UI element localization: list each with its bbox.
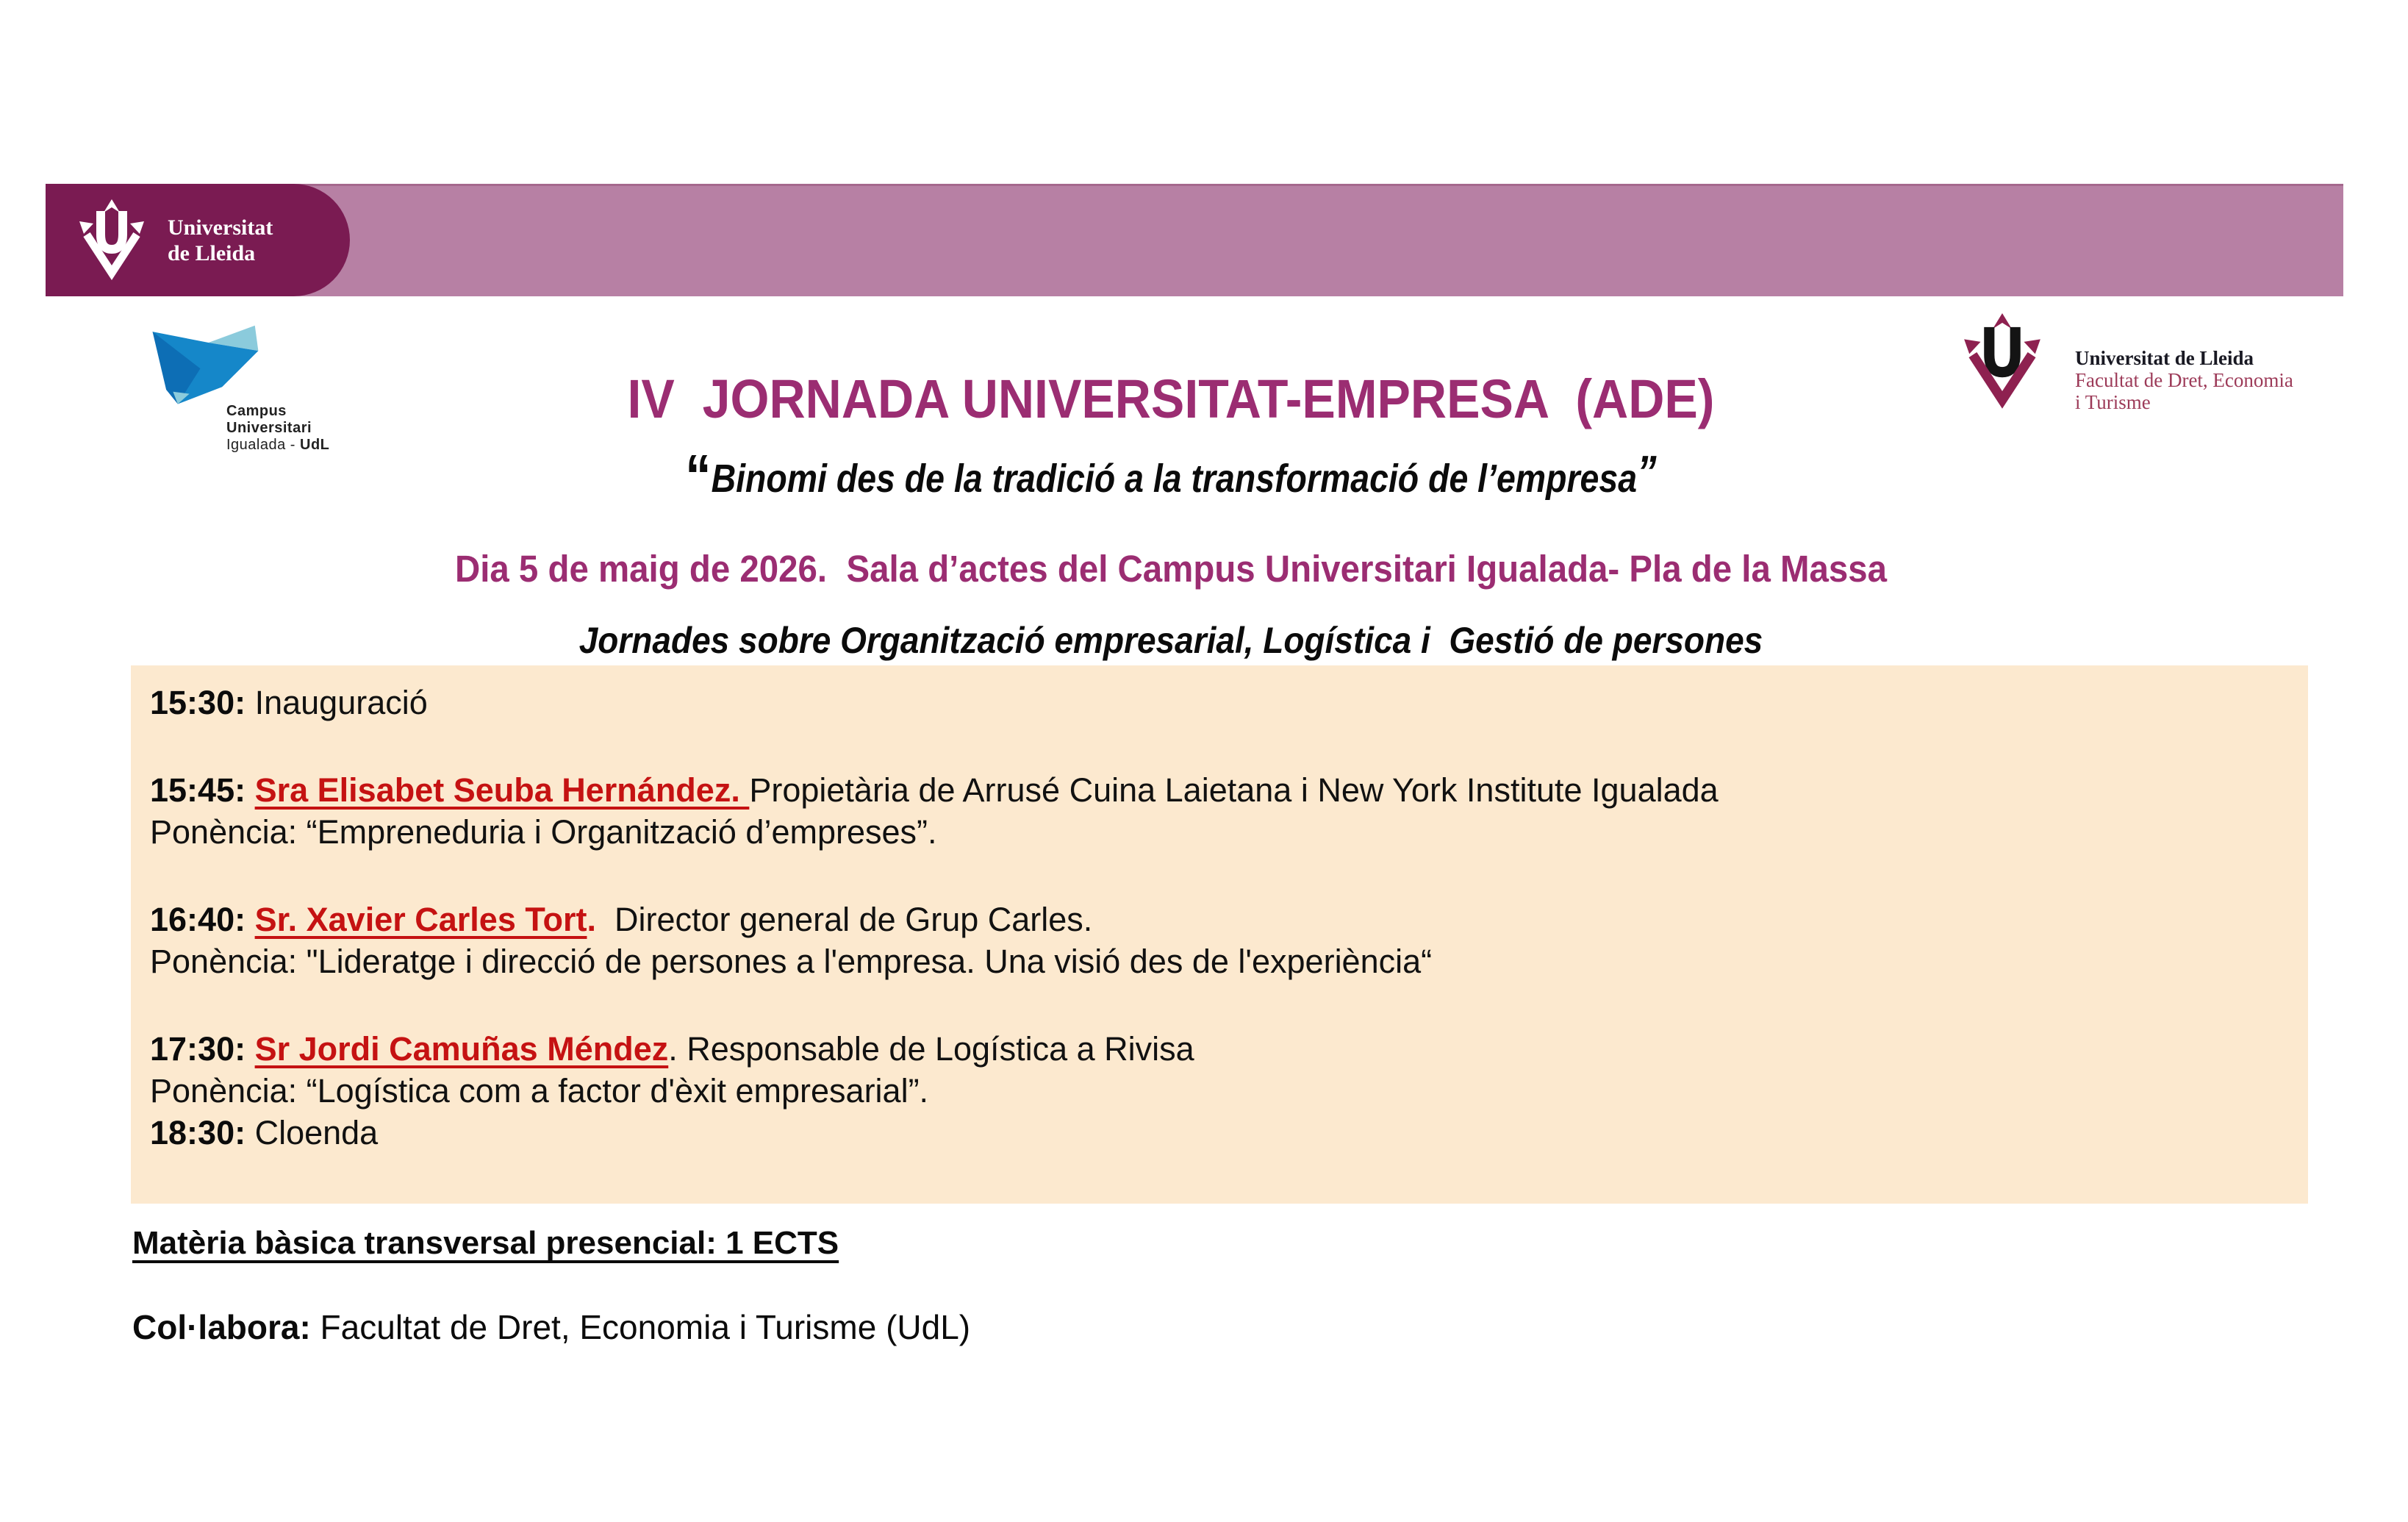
close-quote: ” [1637,447,1657,498]
page-title: IV JORNADA UNIVERSITAT-EMPRESA (ADE) [627,368,1715,429]
campus-logo-line1: Campus [226,403,287,419]
campus-logo-line3-plain: Igualada - [226,437,301,453]
facultat-logo-line3: i Turisme [2075,391,2151,413]
udl-banner-logo-text [168,215,273,266]
schedule-item-1545 [150,769,2286,853]
campus-logo-line2: Universitari [226,420,312,436]
speaker-name: Sr Jordi Camuñas Méndez [254,1030,669,1068]
speaker-period: . [587,901,596,938]
topic-line: Jornades sobre Organització empresarial, Logística i Gestió de persones [578,620,1763,661]
subtitle-quote-text: Binomi des de la tradició a la transformació de l’empresa [711,457,1638,501]
speaker-name: Sr. Xavier Carles Tort [254,901,587,938]
schedule-item-1530 [150,682,2286,724]
facultat-logo [1952,313,2293,413]
banner-logo-line2: de Lleida [168,240,256,265]
open-quote: “ [685,443,712,510]
schedule-box [131,665,2308,1204]
talk-title: Ponència: “Empreneduria i Organització d’empreses”. [150,813,937,851]
udl-emblem-icon [75,199,148,282]
schedule-item-1730 [150,1028,2286,1112]
schedule-time: 17:30: [150,1030,255,1068]
schedule-text: Inauguració [246,684,428,721]
schedule-time: 15:45: [150,771,255,809]
speaker-role: Propietària de Arrusé Cuina Laietana i New York Institute Igualada [749,771,1719,809]
ects-line: Matèria bàsica transversal presencial: 1 ECTS [132,1225,839,1261]
speaker-role: . Responsable de Logística a Rivisa [668,1030,1194,1068]
date-location-line: Dia 5 de maig de 2026. Sala d’actes del Campus Universitari Igualada- Pla de la Massa [454,548,1888,590]
schedule-item-header [150,769,2286,811]
banner-logo-line1: Universitat [168,215,273,240]
schedule-item-1830 [150,1112,2286,1154]
speaker-name: Sra Elisabet Seuba Hernández. [254,771,750,809]
schedule-item-header [150,1028,2286,1070]
collabora-text: Facultat de Dret, Economia i Turisme (UdL) [310,1308,971,1346]
schedule-time: 18:30: [150,1114,246,1151]
schedule-time: 15:30: [150,684,246,721]
schedule-time: 16:40: [150,901,255,938]
talk-title: Ponència: “Logística com a factor d'èxit empresarial”. [150,1072,929,1110]
facultat-logo-line2: Facultat de Dret, Economia [2075,369,2293,391]
schedule-text: Cloenda [246,1114,379,1151]
facultat-logo-line1: Universitat de Lleida [2075,347,2254,369]
header-banner [46,184,2343,296]
facultat-logo-text [2075,347,2293,413]
speaker-role: Director general de Grup Carles. [596,901,1093,938]
schedule-item-header [150,898,2286,940]
collabora-label: Col·labora: [132,1308,311,1346]
campus-logo-line3-bold: UdL [300,437,330,453]
udl-shield-icon [1952,313,2053,410]
collabora-line [132,1307,970,1347]
schedule-item-1640 [150,898,2286,982]
talk-title: Ponència: "Lideratge i direcció de persones a l'empresa. Una visió des de l'experiència“ [150,943,1433,980]
udl-banner-logo [46,184,350,296]
